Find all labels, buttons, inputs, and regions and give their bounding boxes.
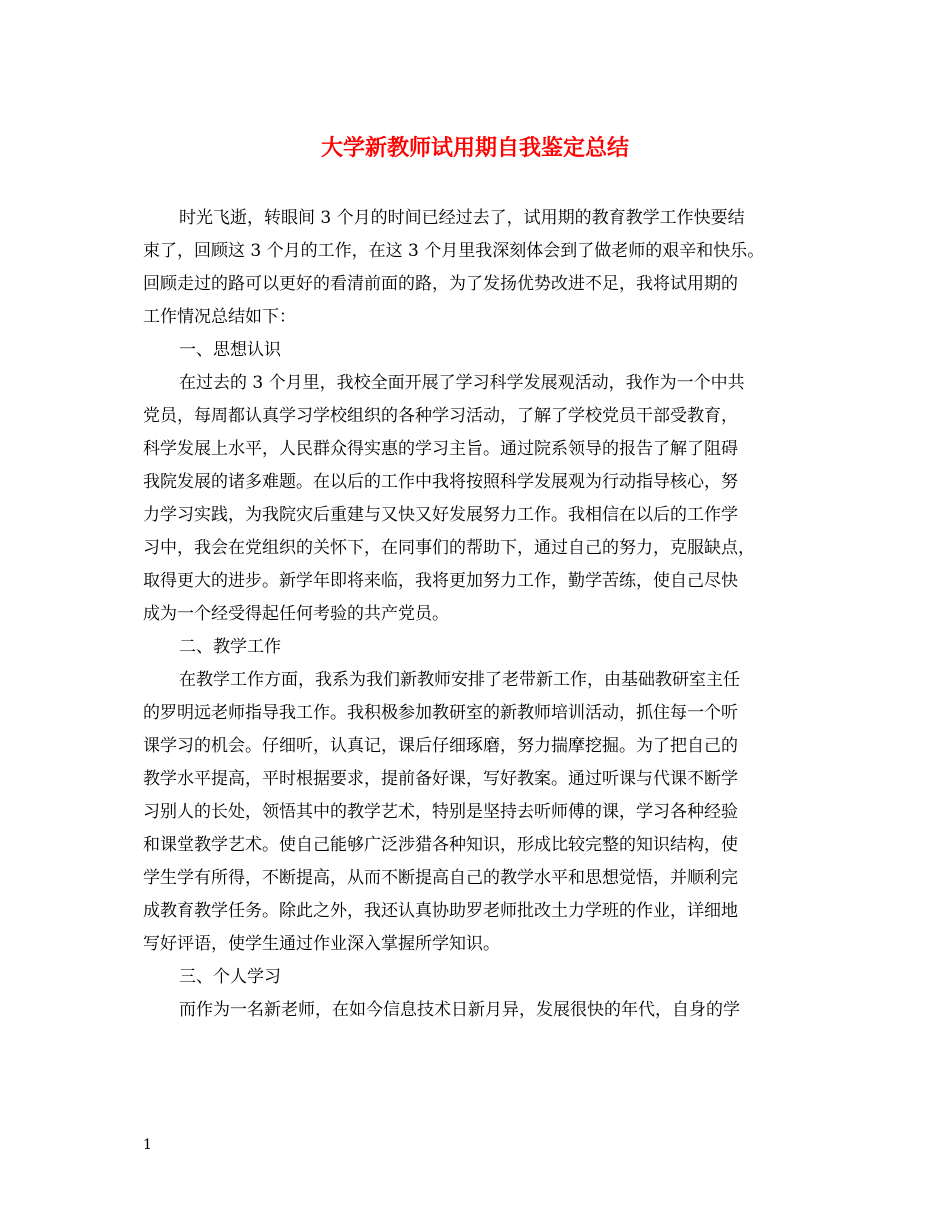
body-line: 成教育教学任务。除此之外，我还认真协助罗老师批改土力学班的作业，详细地 [143, 901, 738, 921]
body-line: 习中，我会在党组织的关怀下，在同事们的帮助下，通过自己的努力，克服缺点， [143, 538, 755, 558]
body-line: 科学发展上水平，人民群众得实惠的学习主旨。通过院系领导的报告了解了阻碍 [143, 439, 738, 459]
body-line: 成为一个经受得起任何考验的共产党员。 [143, 604, 449, 624]
body-line: 束了，回顾这 3 个月的工作，在这 3 个月里我深刻体会到了做老师的艰辛和快乐。 [143, 241, 765, 261]
body-line: 在过去的 3 个月里，我校全面开展了学习科学发展观活动，我作为一个中共 [179, 373, 745, 393]
body-line: 的罗明远老师指导我工作。我积极参加教研室的新教师培训活动，抓住每一个听 [143, 703, 738, 723]
body-line: 力学习实践，为我院灾后重建与又快又好发展努力工作。我相信在以后的工作学 [143, 505, 738, 525]
body-line: 一、思想认识 [179, 340, 281, 360]
body-line: 教学水平提高，平时根据要求，提前备好课，写好教案。通过听课与代课不断学 [143, 769, 738, 789]
body-line: 三、个人学习 [179, 967, 281, 987]
document-body [143, 202, 823, 1027]
body-line: 而作为一名新老师，在如今信息技术日新月异，发展很快的年代，自身的学 [179, 1000, 740, 1020]
body-line: 在教学工作方面，我系为我们新教师安排了老带新工作，由基础教研室主任 [179, 670, 740, 690]
body-line: 工作情况总结如下： [143, 307, 296, 327]
body-line: 写好评语，使学生通过作业深入掌握所学知识。 [143, 934, 500, 954]
document-title: 大学新教师试用期自我鉴定总结 [320, 135, 629, 161]
body-line: 党员，每周都认真学习学校组织的各种学习活动，了解了学校党员干部受教育， [143, 406, 738, 426]
body-line: 时光飞逝，转眼间 3 个月的时间已经过去了，试用期的教育教学工作快要结 [179, 208, 745, 228]
body-line: 学生学有所得，不断提高，从而不断提高自己的教学水平和思想觉悟，并顺利完 [143, 868, 738, 888]
body-line: 回顾走过的路可以更好的看清前面的路，为了发扬优势改进不足，我将试用期的 [143, 274, 738, 294]
body-line: 习别人的长处，领悟其中的教学艺术，特别是坚持去听师傅的课，学习各种经验 [143, 802, 738, 822]
body-line: 和课堂教学艺术。使自己能够广泛涉猎各种知识，形成比较完整的知识结构，使 [143, 835, 738, 855]
body-line: 课学习的机会。仔细听，认真记，课后仔细琢磨，努力揣摩挖掘。为了把自己的 [143, 736, 738, 756]
page-number: 1 [143, 1137, 152, 1153]
body-line: 取得更大的进步。新学年即将来临，我将更加努力工作，勤学苦练，使自己尽快 [143, 571, 738, 591]
body-line: 我院发展的诸多难题。在以后的工作中我将按照科学发展观为行动指导核心，努 [143, 472, 738, 492]
body-line: 二、教学工作 [179, 637, 281, 657]
